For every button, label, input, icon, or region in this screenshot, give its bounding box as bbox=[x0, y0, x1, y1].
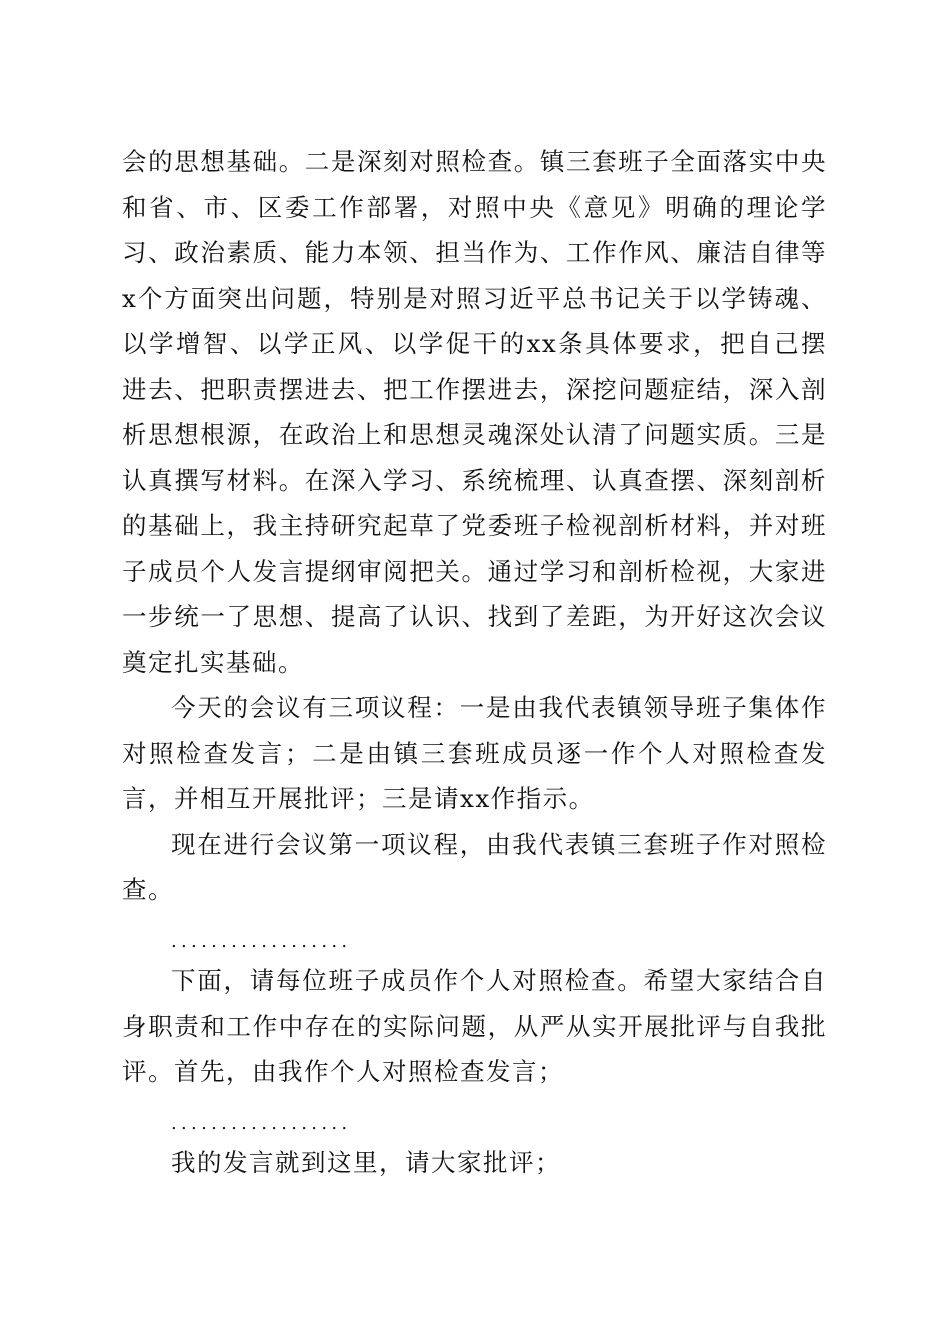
body-paragraph-3: 现在进行会议第一项议程，由我代表镇三套班子作对照检查。 bbox=[122, 829, 827, 904]
body-paragraph-5: 我的发言就到这里，请大家批评； bbox=[171, 1148, 561, 1177]
ellipsis-text-2: .................. bbox=[171, 1112, 352, 1134]
body-paragraph-2: 今天的会议有三项议程：一是由我代表镇领导班子集体作对照检查发言；二是由镇三套班成员逐一作个人对照检查发言，并相互开展批评；三是请xx作指示。 bbox=[122, 693, 827, 813]
ellipsis-separator-1 bbox=[122, 913, 827, 959]
ellipsis-text-1: .................. bbox=[171, 930, 352, 952]
body-paragraph-4: 下面，请每位班子成员作个人对照检查。希望大家结合自身职责和工作中存在的实际问题，从严从实开展批评与自我批评。首先，由我作个人对照检查发言； bbox=[122, 966, 827, 1086]
ellipsis-separator-2 bbox=[122, 1095, 827, 1141]
document-body bbox=[122, 139, 827, 1186]
body-paragraph-1: 会的思想基础。二是深刻对照检查。镇三套班子全面落实中央和省、市、区委工作部署，对照中央《意见》明确的理论学习、政治素质、能力本领、担当作为、工作作风、廉洁自律等x个方面突出问题，特别是对照习近平总书记关于以学铸魂、以学增智、以学正风、以学促干的xx条具体要求，把自己摆进去、把职责摆进去、把工作摆进去，深挖问题症结，深入剖析思想根源，在政治上和思想灵魂深处认清了问题实质。三是认真撰写材料。在深入学习、系统梳理、认真查摆、深刻剖析的基础上，我主持研究起草了党委班子检视剖析材料，并对班子成员个人发言提纲审阅把关。通过学习和剖析检视，大家进一步统一了思想、提高了认识、找到了差距，为开好这次会议奠定扎实基础。 bbox=[122, 147, 827, 677]
